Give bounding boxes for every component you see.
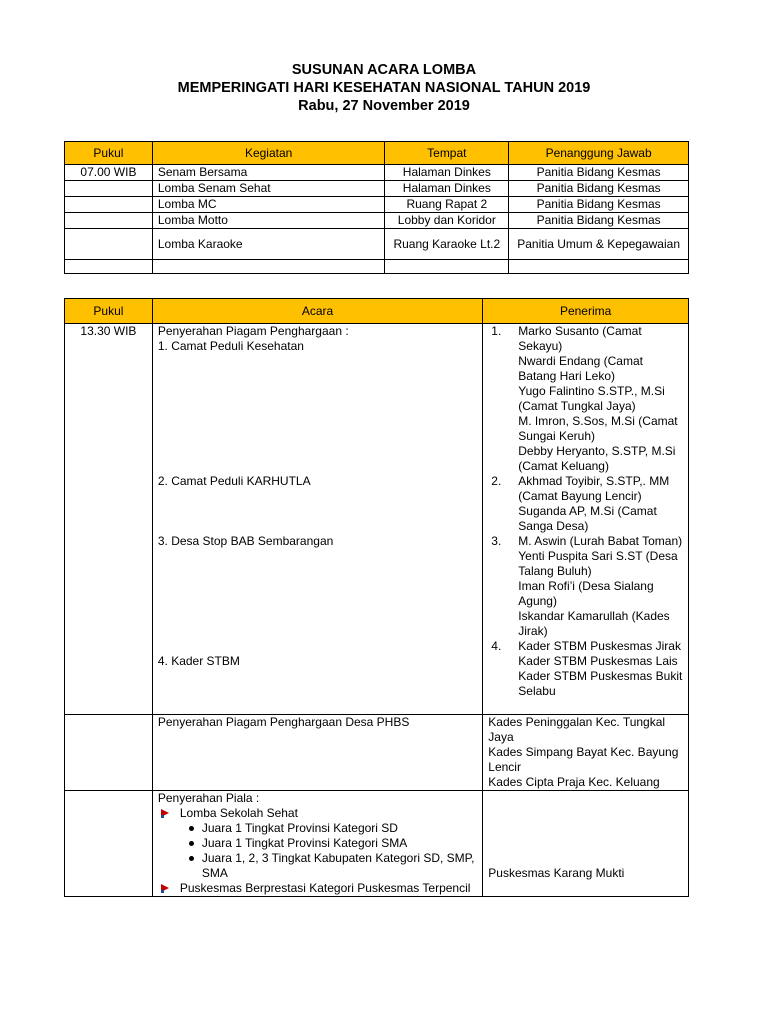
dot-bullet-icon [189,841,194,846]
header-tempat: Tempat [385,142,509,165]
piagam-title: Penyerahan Piagam Penghargaan : [157,324,349,338]
cell-acara [152,324,482,715]
recipient-group: 3. M. Aswin (Lurah Babat Toman) Yenti Puspita Sari S.ST (Desa Talang Buluh) Iman Rofi’i (Desa Sialang Agung) Iskandar Kamarullah (Kades Jirak) [491,534,683,638]
cell-kegiatan: Lomba MC [152,197,385,213]
table-row [65,165,689,181]
category-1: 1. Camat Peduli Kesehatan [157,339,304,353]
cell-tempat: Halaman Dinkes [385,181,509,197]
table-row-piala [65,791,689,897]
cell-kegiatan: Lomba Karaoke [152,229,385,260]
cell-pj: Panitia Bidang Kesmas [509,165,689,181]
cell-pj: Panitia Bidang Kesmas [509,213,689,229]
cell-tempat: Halaman Dinkes [385,165,509,181]
cell-pukul [65,197,153,213]
piala-title: Penyerahan Piala : [157,791,260,805]
cell-pukul [65,181,153,197]
cell-penerima [483,324,689,715]
cell-acara: Penyerahan Piagam Penghargaan Desa PHBS [152,715,482,791]
header-pukul: Pukul [65,142,153,165]
cell-tempat: Ruang Rapat 2 [385,197,509,213]
table-row [65,181,689,197]
recipient-group: 4. Kader STBM Puskesmas Jirak Kader STBM Puskesmas Lais Kader STBM Puskesmas Bukit Selabu [491,639,683,698]
list-item: Lomba Sekolah Sehat [158,806,477,821]
cell-pukul: 13.30 WIB [65,324,153,715]
cell-acara [152,791,482,897]
cell-penerima: Puskesmas Karang Mukti [483,791,689,897]
cell-pukul: 07.00 WIB [65,165,153,181]
arrow-bullet-icon [161,884,169,892]
category-3: 3. Desa Stop BAB Sembarangan [157,534,334,548]
dot-bullet-icon [189,826,194,831]
recipient-list: M. Aswin (Lurah Babat Toman) Yenti Puspita Sari S.ST (Desa Talang Buluh) Iman Rofi’i (Desa Sialang Agung) Iskandar Kamarullah (Kades Jirak) [518,534,683,638]
recipient-group: 2. Akhmad Toyibir, S.STP,. MM (Camat Bayung Lencir) Suganda AP, M.Si (Camat Sanga Desa) [491,474,683,534]
table-row-phbs [65,715,689,791]
category-4: 4. Kader STBM [157,654,240,668]
table-row [65,229,689,260]
list-item: Puskesmas Berprestasi Kategori Puskesmas Terpencil [158,881,477,896]
schedule-table-morning [64,141,689,274]
table-row-piagam [65,324,689,715]
header-acara: Acara [152,299,482,324]
list-item: Juara 1, 2, 3 Tingkat Kabupaten Kategori SD, SMP, SMA [158,851,477,881]
cell-tempat: Lobby dan Koridor [385,213,509,229]
table-row [65,197,689,213]
cell-pj: Panitia Bidang Kesmas [509,197,689,213]
dot-bullet-icon [189,856,194,861]
cell-pukul [65,229,153,260]
recipient-list: Marko Susanto (Camat Sekayu) Nwardi Endang (Camat Batang Hari Leko) Yugo Falintino S.STP., M.Si (Camat Tungkal Jaya) M. Imron, S.Sos, M.Si (Camat Sungai Keruh) Debby Heryanto, S.STP, M.Si (Camat Keluang) [518,324,678,473]
document-title: SUSUNAN ACARA LOMBA [291,62,477,78]
cell-kegiatan: Lomba Motto [152,213,385,229]
table-header-row [65,142,689,165]
arrow-bullet-icon [161,809,169,817]
schedule-table-afternoon [64,298,689,897]
header-penanggung-jawab: Penanggung Jawab [509,142,689,165]
document-header [0,61,768,115]
cell-tempat: Ruang Karaoke Lt.2 [385,229,509,260]
cell-pj: Panitia Bidang Kesmas [509,181,689,197]
document-subtitle: MEMPERINGATI HARI KESEHATAN NASIONAL TAHUN 2019 [177,80,591,96]
document-date: Rabu, 27 November 2019 [298,98,470,114]
recipient-list: Kader STBM Puskesmas Jirak Kader STBM Puskesmas Lais Kader STBM Puskesmas Bukit Selabu [518,639,683,698]
list-item: Juara 1 Tingkat Provinsi Kategori SMA [158,836,477,851]
table-row [65,213,689,229]
header-pukul: Pukul [65,299,153,324]
table-row-empty [65,260,689,274]
header-kegiatan: Kegiatan [152,142,385,165]
recipient-group: 1. Marko Susanto (Camat Sekayu) Nwardi Endang (Camat Batang Hari Leko) Yugo Falintino S.STP., M.Si (Camat Tungkal Jaya) M. Imron, S.Sos, M.Si (Camat Sungai Keruh) Debby Heryanto, S.STP, M.Si (Camat Keluang) [491,324,683,474]
recipient-list: Akhmad Toyibir, S.STP,. MM (Camat Bayung Lencir) Suganda AP, M.Si (Camat Sanga Desa) [518,474,670,533]
cell-pukul [65,213,153,229]
category-2: 2. Camat Peduli KARHUTLA [157,474,311,488]
cell-kegiatan: Senam Bersama [152,165,385,181]
list-item: Juara 1 Tingkat Provinsi Kategori SD [158,821,477,836]
cell-kegiatan: Lomba Senam Sehat [152,181,385,197]
table-header-row [65,299,689,324]
header-penerima: Penerima [483,299,689,324]
cell-penerima: Kades Peninggalan Kec. Tungkal Jaya Kades Simpang Bayat Kec. Bayung Lencir Kades Cipta Praja Kec. Keluang [483,715,689,791]
cell-pj: Panitia Umum & Kepegawaian [509,229,689,260]
